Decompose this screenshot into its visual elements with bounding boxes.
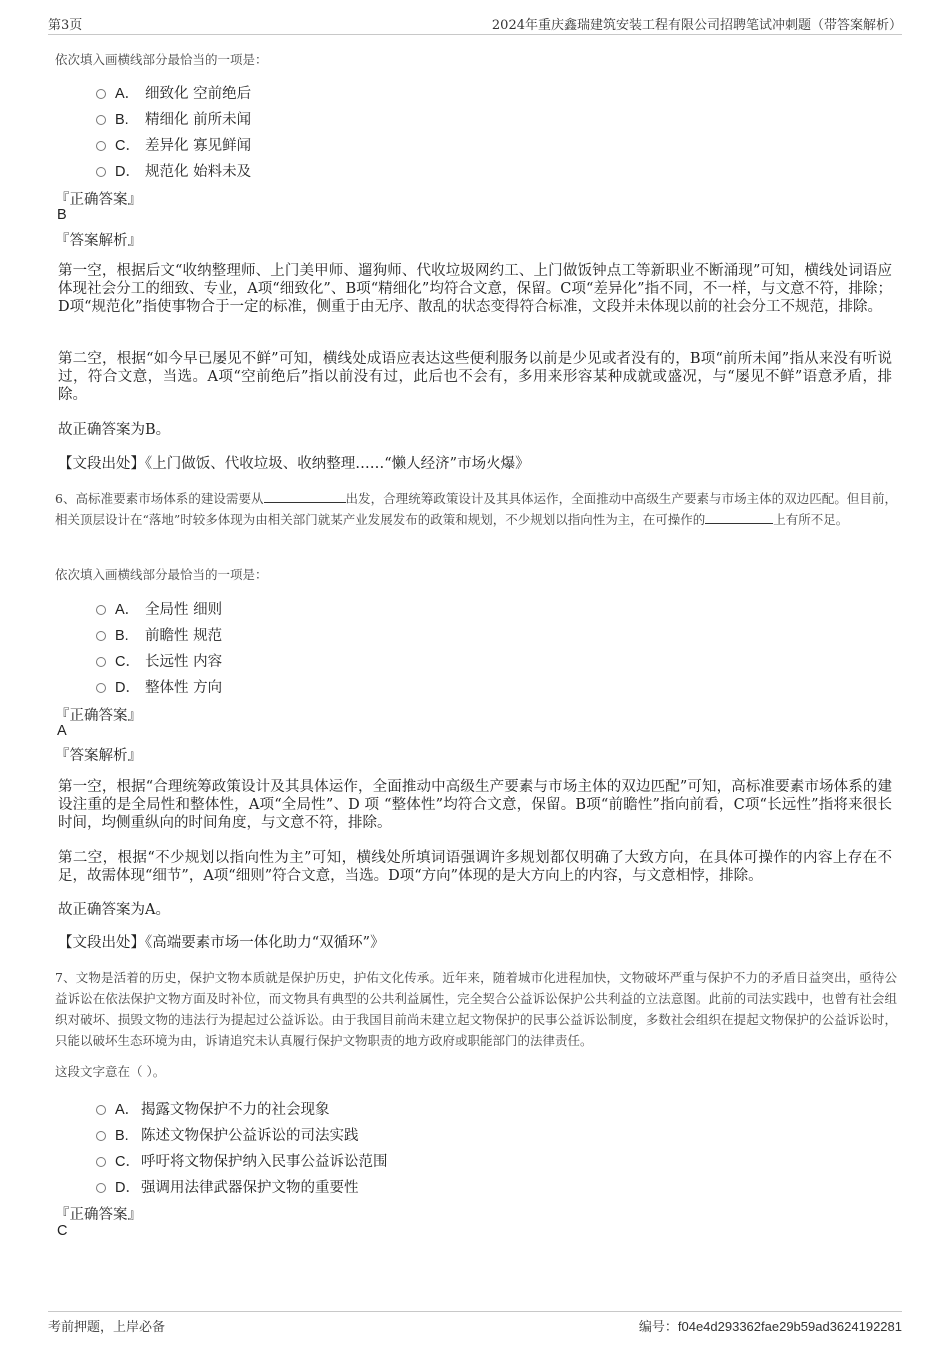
- q5-option-c[interactable]: C． 差异化 寡见鲜闻: [96, 134, 251, 155]
- q5-analysis-label: 『答案解析』: [55, 233, 142, 249]
- radio-icon[interactable]: [96, 89, 106, 99]
- q5-option-b[interactable]: B. 精细化 前所未闻: [96, 108, 251, 129]
- q5-analysis-para-2: 第二空，根据“如今早已屡见不鲜”可知，横线处成语应表达这些便利服务以前是少见或者没有的，B项“前所未闻”指从来没有听说过，符合文意，当选。A项“空前绝后”指以前没有过，此后也不会有，多用来形容某种成就或盛况，与“屡见不鲜”语意矛盾，排除。: [58, 351, 892, 403]
- q6-option-c[interactable]: C． 长远性 内容: [96, 650, 222, 671]
- q6-option-d[interactable]: D． 整体性 方向: [96, 676, 222, 697]
- q5-analysis-conclusion: 故正确答案为B。: [58, 422, 171, 438]
- q6-analysis-para-1: 第一空，根据“合理统筹政策设计及其具体运作，全面推动中高级生产要素与市场主体的双边匹配”可知，高标准要素市场体系的建设注重的是全局性和整体性，A项“全局性”、D 项 “整体性”均符合文意，保留。B项“前瞻性”指向前看，C项“长远性”指将来很长时间，均侧重纵向的时间角度，与文意不符，排除。: [58, 779, 892, 831]
- q5-prompt: 依次填入画横线部分最恰当的一项是：: [55, 52, 268, 67]
- radio-icon[interactable]: [96, 141, 106, 151]
- document-code: 编号：f04e4d293362fae29b59ad3624192281: [638, 1319, 902, 1335]
- radio-icon[interactable]: [96, 1131, 106, 1141]
- page-header: [48, 14, 902, 35]
- q6-analysis-conclusion: 故正确答案为A。: [58, 902, 170, 918]
- radio-icon[interactable]: [96, 657, 106, 667]
- q7-option-a[interactable]: A． 揭露文物保护不力的社会现象: [96, 1098, 330, 1119]
- document-title: 2024年重庆鑫瑞建筑安装工程有限公司招聘笔试冲刺题（带答案解析）: [491, 18, 902, 33]
- q7-answer-label: 『正确答案』: [55, 1207, 142, 1223]
- q6-stem: 6、高标准要素市场体系的建设需要从 出发，合理统筹政策设计及其具体运作，全面推动中高级生产要素与市场主体的双边匹配。但目前，相关顶层设计在“落地”时较多体现为由相关部门就某产业发展发布的政策和规划，不少规划以指向性为主，在可操作的 上有所不足。: [55, 491, 897, 527]
- q7-option-d[interactable]: D．强调用法律武器保护文物的重要性: [96, 1176, 359, 1197]
- footer-slogan: 考前押题，上岸必备: [48, 1320, 166, 1335]
- q6-analysis-para-2: 第二空，根据“不少规划以指向性为主”可知，横线处所填词语强调许多规划都仅明确了大致方向，在具体可操作的内容上存在不足，故需体现“细节”，A项“细则”符合文意，当选。D项“方向”体现的是大方向上的内容，与文意相悖，排除。: [58, 850, 892, 884]
- q5-option-d[interactable]: D． 规范化 始料未及: [96, 160, 251, 181]
- q6-answer-label: 『正确答案』: [55, 708, 142, 724]
- q6-analysis-label: 『答案解析』: [55, 748, 142, 764]
- radio-icon[interactable]: [96, 1157, 106, 1167]
- q6-source: 【文段出处】《高端要素市场一体化助力“双循环”》: [58, 935, 385, 951]
- q6-option-b[interactable]: B. 前瞻性 规范: [96, 624, 222, 645]
- q7-stem: 7、文物是活着的历史，保护文物本质就是保护历史，护佑文化传承。近年来，随着城市化进程加快，文物破坏严重与保护不力的矛盾日益突出，亟待公益诉讼在依法保护文物方面及时补位，而文物具有典型的公共利益属性，完全契合公益诉讼保护公共利益的立法意图。此前的司法实践中，也曾有社会组织对破坏、损毁文物的违法行为提起过公益诉讼。由于我国目前尚未建立起文物保护的民事公益诉讼制度，多数社会组织在提起文物保护的公益诉讼时，只能以破坏生态环境为由，诉请追究未认真履行保护文物职责的地方政府或职能部门的法律责任。: [55, 970, 897, 1048]
- blank-line: [705, 511, 773, 524]
- page-footer: [48, 1311, 902, 1336]
- q6-prompt: 依次填入画横线部分最恰当的一项是：: [55, 567, 268, 582]
- q7-prompt: 这段文字意在（ ）。: [55, 1064, 166, 1079]
- q5-source: 【文段出处】《上门做饭、代收垃圾、收纳整理……“懒人经济”市场火爆》: [58, 456, 530, 472]
- blank-line: [264, 490, 346, 503]
- q6-answer: A: [57, 723, 67, 739]
- radio-icon[interactable]: [96, 1183, 106, 1193]
- radio-icon[interactable]: [96, 683, 106, 693]
- page-number: 第3页: [48, 18, 83, 33]
- q5-answer-label: 『正确答案』: [55, 192, 142, 208]
- radio-icon[interactable]: [96, 115, 106, 125]
- q5-analysis-para-1: 第一空，根据后文“收纳整理师、上门美甲师、遛狗师、代收垃圾网约工、上门做饭钟点工等新职业不断涌现”可知，横线处词语应体现社会分工的细致、专业，A项“细致化”、B项“精细化”均符合文意，保留。C项“差异化”指不同，不一样，与文意不符，排除；D项“规范化”指使事物合于一定的标准，侧重于由无序、散乱的状态变得符合标准，文段并未体现以前的社会分工不规范，排除。: [58, 263, 892, 315]
- radio-icon[interactable]: [96, 1105, 106, 1115]
- radio-icon[interactable]: [96, 631, 106, 641]
- q7-option-b[interactable]: B. 陈述文物保护公益诉讼的司法实践: [96, 1124, 359, 1145]
- q7-option-c[interactable]: C．呼吁将文物保护纳入民事公益诉讼范围: [96, 1150, 388, 1171]
- q7-answer: C: [57, 1223, 68, 1239]
- radio-icon[interactable]: [96, 167, 106, 177]
- q6-option-a[interactable]: A． 全局性 细则: [96, 598, 222, 619]
- q5-option-a[interactable]: A． 细致化 空前绝后: [96, 82, 251, 103]
- q5-answer: B: [57, 207, 67, 223]
- radio-icon[interactable]: [96, 605, 106, 615]
